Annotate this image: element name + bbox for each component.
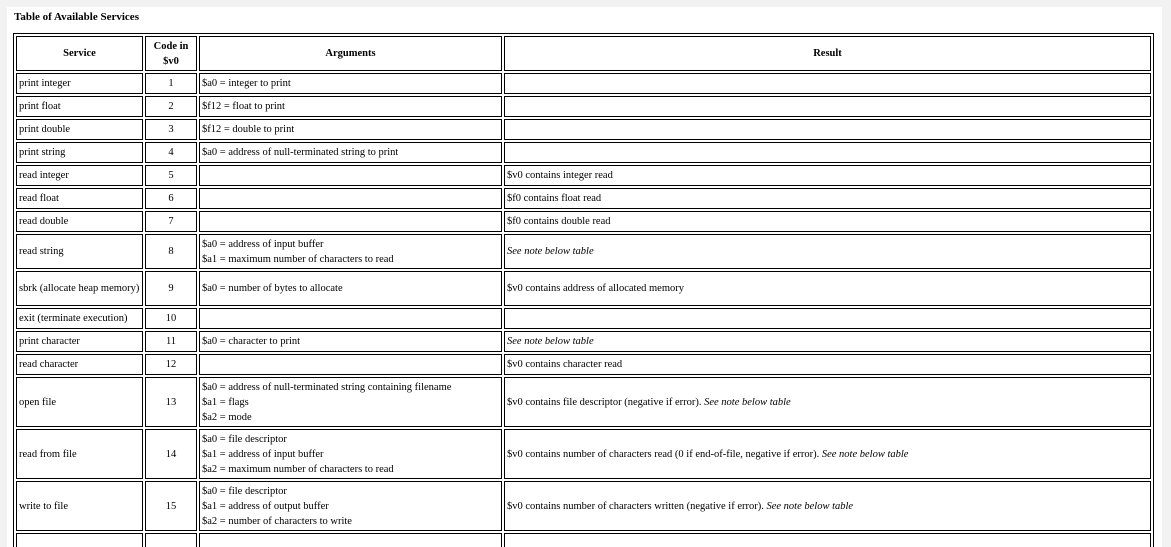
argument-line: $a2 = maximum number of characters to read [202,463,394,475]
result-cell [504,429,1151,479]
table-row [16,73,1151,94]
table-row [16,119,1151,140]
arguments-cell [199,188,502,209]
code-cell: 13 [145,377,197,427]
service-cell: read integer [16,165,143,186]
header-arguments: Arguments [199,36,502,71]
arguments-cell [199,377,502,427]
arguments-cell [199,481,502,531]
result-text: $v0 contains file descriptor (negative if error). [507,396,702,408]
result-cell [504,165,1151,186]
code-cell: 7 [145,211,197,232]
argument-line: $a1 = address of output buffer [202,500,329,512]
table-row [16,481,1151,531]
table-body [16,73,1151,547]
services-table [13,33,1154,547]
argument-line: $a1 = maximum number of characters to read [202,253,394,265]
note-text: See note below table [507,246,594,257]
argument-line: $a2 = mode [202,411,252,423]
code-cell [145,533,197,547]
code-cell: 10 [145,308,197,329]
arguments-cell [199,165,502,186]
result-cell [504,331,1151,352]
result-cell [504,533,1151,547]
arguments-cell [199,308,502,329]
result-cell [504,188,1151,209]
service-cell: print double [16,119,143,140]
result-text: $f0 contains double read [507,216,611,227]
service-cell: read double [16,211,143,232]
code-cell: 8 [145,234,197,269]
code-cell: 1 [145,73,197,94]
header-service: Service [16,36,143,71]
table-row [16,142,1151,163]
result-text: $v0 contains integer read [507,170,613,181]
result-cell [504,234,1151,269]
arguments-cell [199,142,502,163]
argument-line: $a1 = address of input buffer [202,448,324,460]
table-row [16,271,1151,306]
code-cell: 11 [145,331,197,352]
result-text: $f0 contains float read [507,193,602,204]
table-row [16,96,1151,117]
header-row [16,36,1151,71]
arguments-cell [199,211,502,232]
arguments-cell [199,119,502,140]
service-cell: read from file [16,429,143,479]
arguments-cell [199,533,502,547]
argument-line: $f12 = float to print [202,101,285,112]
table-row-partial [16,533,1151,547]
table-row [16,354,1151,375]
arguments-cell [199,73,502,94]
service-cell: print float [16,96,143,117]
result-cell [504,481,1151,531]
argument-line: $a0 = file descriptor [202,433,287,445]
note-text: See note below table [704,396,791,408]
code-cell: 5 [145,165,197,186]
document-page [7,7,1162,547]
service-cell: exit (terminate execution) [16,308,143,329]
table-row [16,211,1151,232]
argument-line: $a1 = flags [202,396,249,408]
argument-line: $a0 = file descriptor [202,485,287,497]
header-code [145,36,197,71]
arguments-cell [199,354,502,375]
result-cell [504,271,1151,306]
header-result: Result [504,36,1151,71]
table-row [16,429,1151,479]
code-cell: 9 [145,271,197,306]
header-code-line1: Code in [153,40,189,52]
argument-line: $a0 = character to print [202,336,301,347]
service-cell: write to file [16,481,143,531]
result-cell [504,211,1151,232]
result-cell [504,96,1151,117]
argument-line: $a0 = number of bytes to allocate [202,283,343,294]
service-cell: print string [16,142,143,163]
result-cell [504,119,1151,140]
code-cell: 3 [145,119,197,140]
note-text: See note below table [507,336,594,347]
table-row [16,308,1151,329]
service-cell: read string [16,234,143,269]
result-text: $v0 contains character read [507,359,623,370]
result-cell [504,142,1151,163]
service-cell: print character [16,331,143,352]
result-text: $v0 contains number of characters written (negative if error). [507,500,764,512]
arguments-cell [199,429,502,479]
result-cell [504,308,1151,329]
service-cell: print integer [16,73,143,94]
table-title: Table of Available Services [14,11,139,23]
result-text: $v0 contains address of allocated memory [507,283,684,294]
argument-line: $a2 = number of characters to write [202,515,352,527]
note-text: See note below table [766,500,854,512]
result-cell [504,354,1151,375]
code-cell: 2 [145,96,197,117]
table-row [16,331,1151,352]
service-cell: read float [16,188,143,209]
argument-line: $a0 = address of input buffer [202,238,324,250]
table-row [16,234,1151,269]
note-text: See note below table [821,448,909,460]
argument-line: $a0 = address of null-terminated string to print [202,147,399,158]
arguments-cell [199,331,502,352]
code-cell: 4 [145,142,197,163]
code-cell: 6 [145,188,197,209]
table-row [16,165,1151,186]
argument-line: $f12 = double to print [202,124,295,135]
argument-line: $a0 = integer to print [202,78,291,89]
service-cell: open file [16,377,143,427]
code-cell: 14 [145,429,197,479]
result-text: $v0 contains number of characters read (0 if end-of-file, negative if error). [507,448,820,460]
result-cell [504,73,1151,94]
table-row [16,377,1151,427]
argument-line: $a0 = address of null-terminated string containing filename [202,381,452,393]
result-cell [504,377,1151,427]
code-cell: 12 [145,354,197,375]
code-cell: 15 [145,481,197,531]
table-row [16,188,1151,209]
service-cell [16,533,143,547]
arguments-cell [199,234,502,269]
arguments-cell [199,271,502,306]
arguments-cell [199,96,502,117]
service-cell: sbrk (allocate heap memory) [16,271,143,306]
header-code-line2: $v0 [163,55,179,67]
service-cell: read character [16,354,143,375]
